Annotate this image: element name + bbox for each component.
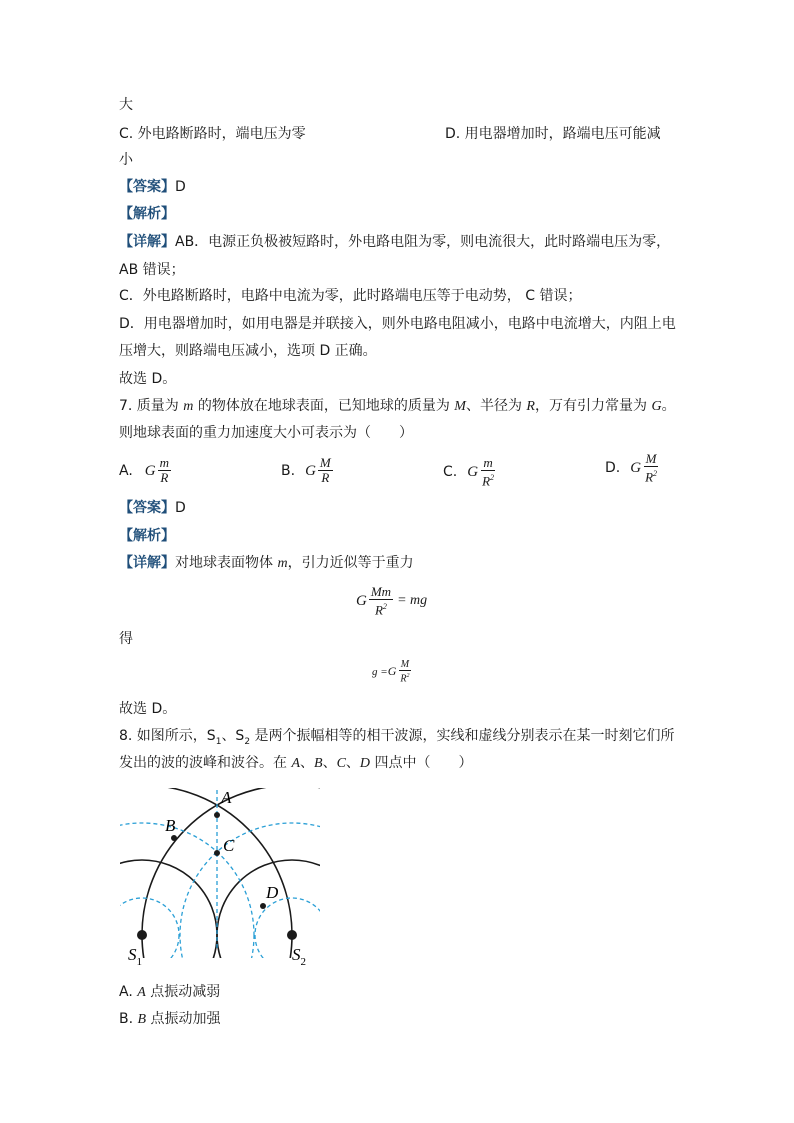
- option-label: A.: [119, 984, 138, 1000]
- denominator-base: R: [400, 673, 407, 685]
- denominator-base: R: [482, 473, 491, 489]
- text-line: 压增大，则路端电压减小，选项 D 正确。: [119, 343, 377, 359]
- option-symbol: G: [630, 460, 642, 477]
- analysis-heading: 【解析】: [119, 206, 175, 222]
- option-symbol: G: [305, 462, 316, 479]
- q8-text: 发出的波的波峰和波谷。在: [119, 755, 292, 771]
- exponent: 2: [490, 473, 495, 482]
- text-line: 故选 D。: [119, 371, 177, 387]
- q7-var: G: [651, 399, 662, 414]
- exponent: 2: [653, 469, 658, 478]
- numerator: m: [159, 455, 170, 470]
- point-d-dot: [260, 903, 266, 909]
- option-c-q6: C. 外电路断路时，端电压为零: [119, 126, 306, 142]
- text-line: 则地球表面的重力加速度大小可表示为（ ）: [119, 425, 413, 441]
- denominator-base: R: [645, 469, 654, 485]
- text-line: D．用电器增加时，如用电器是并联接入，则外电路电阻减小，电路中电流增大，内阻上电: [119, 316, 676, 332]
- source-s2-dot: [287, 930, 297, 940]
- label-s: S: [128, 945, 137, 964]
- option-label: B.: [119, 1011, 138, 1027]
- label-s: S: [292, 945, 301, 964]
- label-s1: [128, 945, 142, 968]
- detail-text: ，引力近似等于重力: [287, 555, 414, 571]
- denominator-base: R: [374, 602, 383, 618]
- label-c: C: [223, 836, 235, 855]
- label-sub: 1: [136, 956, 142, 968]
- option-label: D.: [605, 460, 621, 477]
- q7-text: ，万有引力常量为: [534, 398, 652, 414]
- option-text: 点振动减弱: [145, 984, 221, 1000]
- option-symbol: G: [144, 462, 156, 479]
- q7-text: 7. 质量为: [119, 398, 184, 414]
- label-b: B: [165, 816, 176, 835]
- crest-arcs: [0, 785, 442, 1085]
- option-label: B.: [281, 462, 296, 479]
- analysis-heading: 【解析】: [119, 528, 175, 544]
- q8-text: 8. 如图所示，S: [119, 728, 216, 744]
- q7-var: m: [183, 399, 194, 414]
- q8-text: 、S: [221, 728, 245, 744]
- exponent: 2: [406, 673, 410, 679]
- answer-label: 【答案】: [119, 179, 175, 195]
- exponent: 2: [382, 602, 387, 611]
- q7-text: 的物体放在地球表面，已知地球的质量为: [193, 398, 455, 414]
- q8-text: 四点中（ ）: [370, 755, 473, 771]
- numerator: M: [400, 659, 410, 670]
- numerator: M: [645, 451, 657, 466]
- detail-text: AB．电源正负极被短路时，外电路电阻为零，则电流很大，此时路端电压为零，: [175, 234, 671, 250]
- q8-text: 是两个振幅相等的相干波源，实线和虚线分别表示在某一时刻它们所: [250, 728, 675, 744]
- answer-value: D: [175, 500, 186, 516]
- numerator: m: [483, 455, 493, 470]
- point-b-dot: [171, 835, 177, 841]
- point-c-dot: [214, 850, 220, 856]
- option-label: A.: [119, 462, 133, 479]
- detail-label: 【详解】: [119, 234, 175, 250]
- eq-lhs: g =: [372, 665, 388, 678]
- q7-var: M: [454, 399, 466, 414]
- q7-text: 。: [661, 398, 676, 414]
- answer-value: D: [175, 179, 186, 195]
- subscript: 1: [215, 736, 222, 747]
- label-s2: [292, 945, 306, 968]
- denominator: R: [321, 470, 330, 485]
- q8-text: 、: [300, 755, 315, 771]
- detail-text: 对地球表面物体: [175, 555, 278, 571]
- q8-option-b: [119, 1009, 221, 1030]
- text-line: 故选 D。: [119, 701, 177, 717]
- eq-symbol: G: [356, 592, 367, 609]
- label-sub: 2: [300, 956, 306, 968]
- q8-var: C: [336, 756, 346, 771]
- option-text: 点振动加强: [146, 1011, 221, 1027]
- text-line: 小: [119, 152, 133, 168]
- text-line: AB 错误；: [119, 262, 185, 278]
- label-d: D: [266, 883, 279, 902]
- q8-text: 、: [322, 755, 337, 771]
- label-a: A: [221, 788, 232, 807]
- numerator: M: [319, 455, 331, 470]
- q8-text: 、: [345, 755, 360, 771]
- option-var: A: [137, 985, 146, 1000]
- option-symbol: G: [467, 464, 479, 481]
- detail-var: m: [277, 556, 288, 571]
- subscript: 2: [244, 736, 251, 747]
- q8-var: A: [291, 756, 301, 771]
- denominator: R: [160, 470, 169, 485]
- eq-rhs: = mg: [397, 593, 428, 609]
- q8-var: D: [359, 756, 371, 771]
- source-s1-dot: [137, 930, 147, 940]
- q7-text: 、半径为: [465, 398, 527, 414]
- text-line: 大: [119, 97, 133, 113]
- point-a-dot: [214, 812, 220, 818]
- answer-label: 【答案】: [119, 500, 175, 516]
- numerator: Mm: [370, 584, 392, 599]
- text-line: C．外电路断路时，电路中电流为零，此时路端电压等于电动势， C 错误；: [119, 288, 582, 304]
- detail-label: 【详解】: [119, 555, 175, 571]
- q7-var: R: [526, 399, 535, 414]
- option-label: C.: [443, 464, 458, 481]
- option-d-q6: D. 用电器增加时，路端电压可能减: [445, 126, 661, 142]
- text-line: 得: [119, 631, 133, 647]
- q8-var: B: [314, 756, 323, 771]
- option-var: B: [137, 1012, 147, 1027]
- eq-symbol: G: [387, 664, 397, 679]
- q8-option-a: [119, 982, 220, 1003]
